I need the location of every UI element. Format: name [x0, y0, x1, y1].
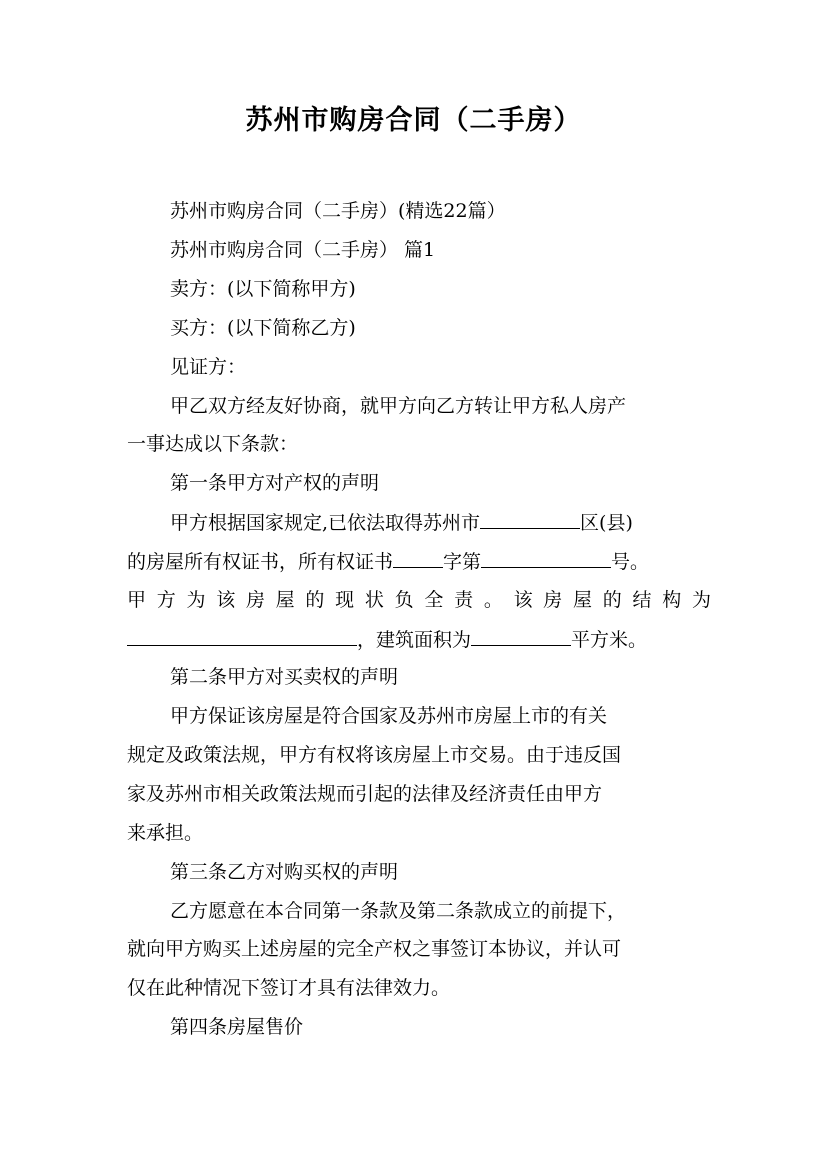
- article1-line: ，建筑面积为 平方米。: [127, 627, 717, 652]
- blank-field: [471, 627, 571, 646]
- paragraph-line: 一事达成以下条款：: [127, 433, 299, 455]
- paragraph-line: 就向甲方购买上述房屋的完全产权之事签订本协议，并认可: [127, 938, 622, 960]
- blank-field: [480, 510, 580, 529]
- article-heading: 第三条乙方对购买权的声明: [170, 861, 399, 883]
- subtitle-line: 苏州市购房合同（二手房）(精选22篇）: [170, 200, 506, 222]
- article-heading: 第一条甲方对产权的声明: [170, 472, 380, 494]
- paragraph-line: 家及苏州市相关政策法规而引起的法律及经济责任由甲方: [127, 783, 603, 805]
- article-heading: 第四条房屋售价: [170, 1016, 304, 1038]
- blank-field: [481, 549, 611, 568]
- paragraph-line: 来承担。: [127, 822, 204, 844]
- article1-line: 甲方根据国家规定,已依法取得苏州市 区(县): [170, 512, 633, 534]
- paragraph-line: 甲乙双方经友好协商，就甲方向乙方转让甲方私人房产: [170, 395, 627, 417]
- seller-line: 卖方：(以下简称甲方): [170, 278, 356, 300]
- witness-line: 见证方：: [170, 356, 247, 378]
- blank-field: [393, 549, 443, 568]
- article1-line: 的房屋所有权证书，所有权证书 字第 号。: [127, 551, 650, 573]
- paragraph-line: 乙方愿意在本合同第一条款及第二条款成立的前提下，: [170, 900, 627, 922]
- blank-field: [127, 627, 357, 646]
- buyer-line: 买方：(以下简称乙方): [170, 317, 356, 339]
- paragraph-line: 甲方保证该房屋是符合国家及苏州市房屋上市的有关: [170, 705, 608, 727]
- paragraph-line: 规定及政策法规，甲方有权将该房屋上市交易。由于违反国: [127, 744, 622, 766]
- paragraph-line: 仅在此种情况下签订才具有法律效力。: [127, 977, 451, 999]
- article1-line: 甲方为该房屋的现状负全责。该房屋的结构为: [127, 589, 717, 611]
- article-heading: 第二条甲方对买卖权的声明: [170, 666, 399, 688]
- document-title: 苏州市购房合同（二手房）: [245, 105, 582, 136]
- section-heading: 苏州市购房合同（二手房） 篇1: [170, 239, 436, 261]
